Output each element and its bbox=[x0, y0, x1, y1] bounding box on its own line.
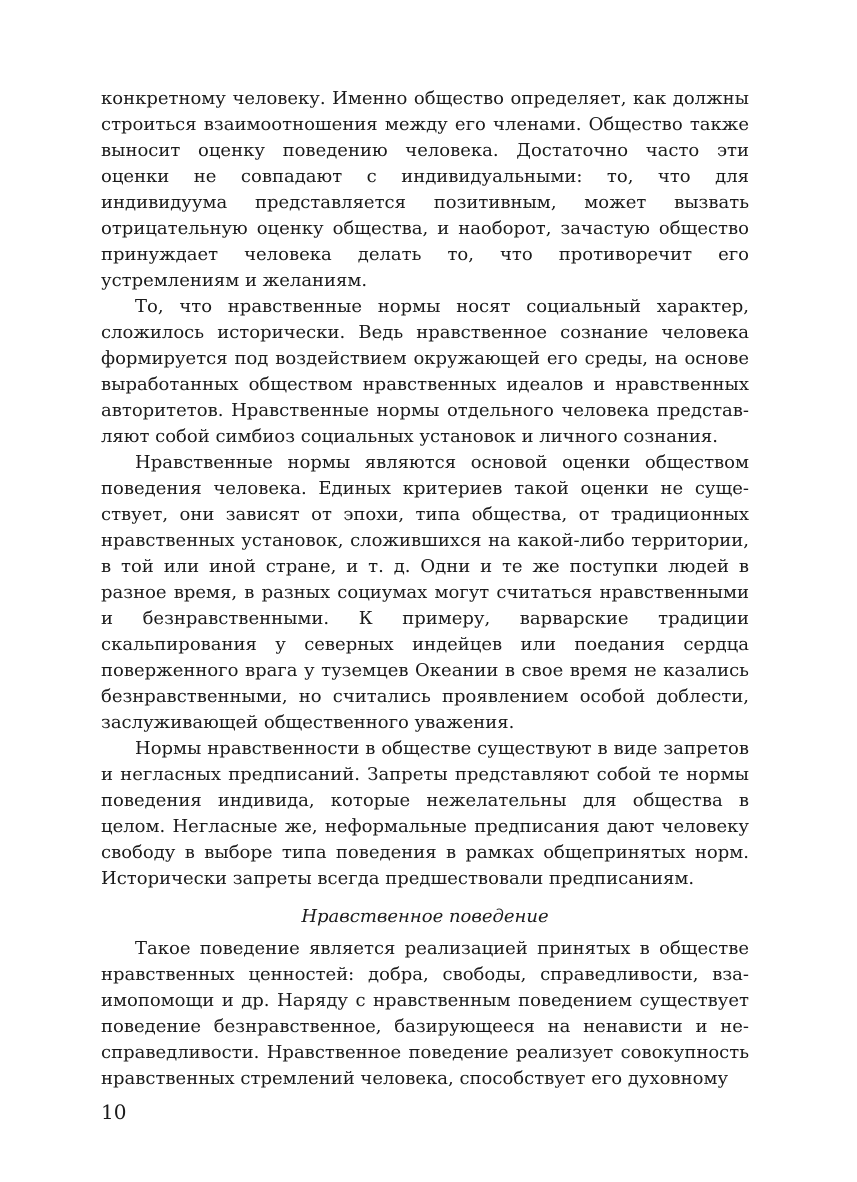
paragraph-prohibitions: Нормы нравственности в обществе существуют в виде запретов и негласных предписаний. Запреты представляют собой те нормы поведения индивида, которые нежелательны для общества в целом. Негласные же, неформальные предписания дают человеку свободу в выборе типа поведения в рамках общепринятых норм. Исторически запреты всегда предшествовали предписаниям. bbox=[101, 738, 749, 889]
page-body bbox=[101, 86, 749, 1092]
paragraph-social-character: То, что нравственные нормы носят социальный характер, сложилось исторически. Ведь нравственное сознание человека формируется под воздействием окружающей его среды, на основе выработанных обществом нравственных идеалов и нравственных авторитетов. Нравственные нормы отдельного человека представляют собой симбиоз социальных установок и личного сознания. bbox=[101, 296, 749, 447]
page-number: 10 bbox=[101, 1100, 127, 1124]
paragraph-continuation: конкретному человеку. Именно общество определяет, как должны строиться взаимоотношения между его членами. Общество также выносит оценку поведению человека. Достаточно часто эти оценки не совпадают с индивидуальными: то, что для индивидуума представляется позитивным, может вызвать отрицательную оценку общества, и наоборот, зачастую общество принуждает человека делать то, что противоречит его устремлениям и желаниям. bbox=[101, 88, 749, 291]
paragraph-evaluation-criteria: Нравственные нормы являются основой оценки обществом поведения человека. Единых критериев такой оценки не существует, они зависят от эпохи, типа общества, от традиционных нравственных установок, сложившихся на какой-либо территории, в той или иной стране, и т. д. Одни и те же поступки людей в разное время, в разных социумах могут считаться нравственными и безнравственными. К примеру, варварские традиции скальпирования у северных индейцев или поедания сердца поверженного врага у туземцев Океании в свое время не казались безнравственными, но считались проявлением особой доблести, заслуживающей общественного уважения. bbox=[101, 452, 749, 733]
section-heading: Нравственное поведение bbox=[301, 906, 549, 927]
paragraph-moral-behavior: Такое поведение является реализацией принятых в обществе нравственных ценностей: добра, свободы, справедливости, взаимопомощи и др. Наряду с нравственным поведением существует поведение безнравственное, базирующееся на ненависти и несправедливости. Нравственное поведение реализует совокупность нравственных стремлений человека, способствует его духовному bbox=[101, 938, 749, 1089]
